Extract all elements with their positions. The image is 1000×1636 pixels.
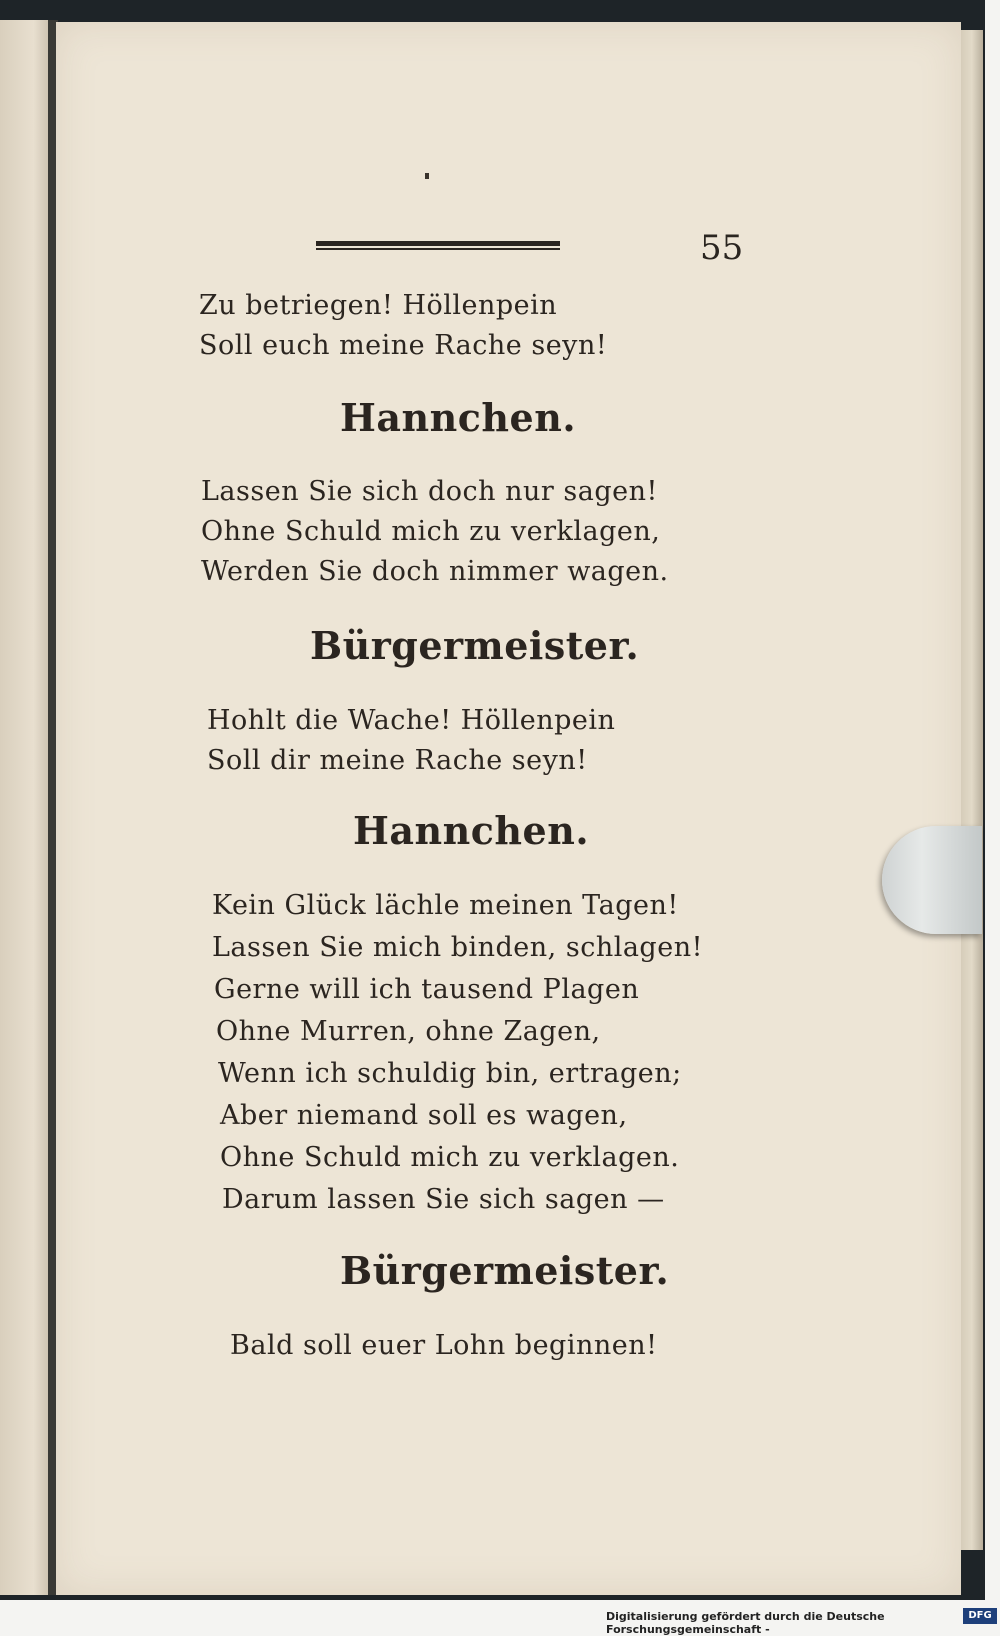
verse-line: Soll dir meine Rache seyn! bbox=[207, 745, 588, 776]
verse-line: Hohlt die Wache! Höllenpein bbox=[207, 705, 616, 736]
verse-line: Ohne Murren, ohne Zagen, bbox=[216, 1016, 601, 1047]
verse-line: Bald soll euer Lohn beginnen! bbox=[230, 1330, 658, 1361]
facing-page-edge bbox=[0, 20, 48, 1595]
speaker-heading: Hannchen. bbox=[353, 808, 590, 853]
page-clip bbox=[882, 826, 982, 934]
speaker-heading: Hannchen. bbox=[340, 395, 577, 440]
page-number: 55 bbox=[700, 228, 744, 268]
speaker-heading: Bürgermeister. bbox=[310, 623, 640, 668]
digitization-credit: Digitalisierung gefördert durch die Deutsche Forschungsgemeinschaft - bbox=[606, 1610, 885, 1636]
verse-line: Gerne will ich tausend Plagen bbox=[214, 974, 640, 1005]
ink-speck bbox=[425, 173, 429, 179]
verse-line: Soll euch meine Rache seyn! bbox=[199, 330, 608, 361]
verse-line: Ohne Schuld mich zu verklagen, bbox=[201, 516, 661, 547]
verse-line: Wenn ich schuldig bin, ertragen; bbox=[218, 1058, 682, 1089]
header-rule bbox=[316, 241, 560, 251]
verse-line: Zu betriegen! Höllenpein bbox=[199, 290, 558, 321]
verse-line: Lassen Sie sich doch nur sagen! bbox=[201, 476, 658, 507]
verse-line: Darum lassen Sie sich sagen — bbox=[222, 1184, 665, 1215]
verse-line: Kein Glück lächle meinen Tagen! bbox=[212, 890, 679, 921]
verse-line: Lassen Sie mich binden, schlagen! bbox=[212, 932, 703, 963]
verse-line: Aber niemand soll es wagen, bbox=[220, 1100, 628, 1131]
verse-line: Werden Sie doch nimmer wagen. bbox=[201, 556, 669, 587]
speaker-heading: Bürgermeister. bbox=[340, 1248, 670, 1293]
verse-line: Ohne Schuld mich zu verklagen. bbox=[220, 1142, 680, 1173]
dfg-logo: DFG bbox=[963, 1608, 997, 1624]
